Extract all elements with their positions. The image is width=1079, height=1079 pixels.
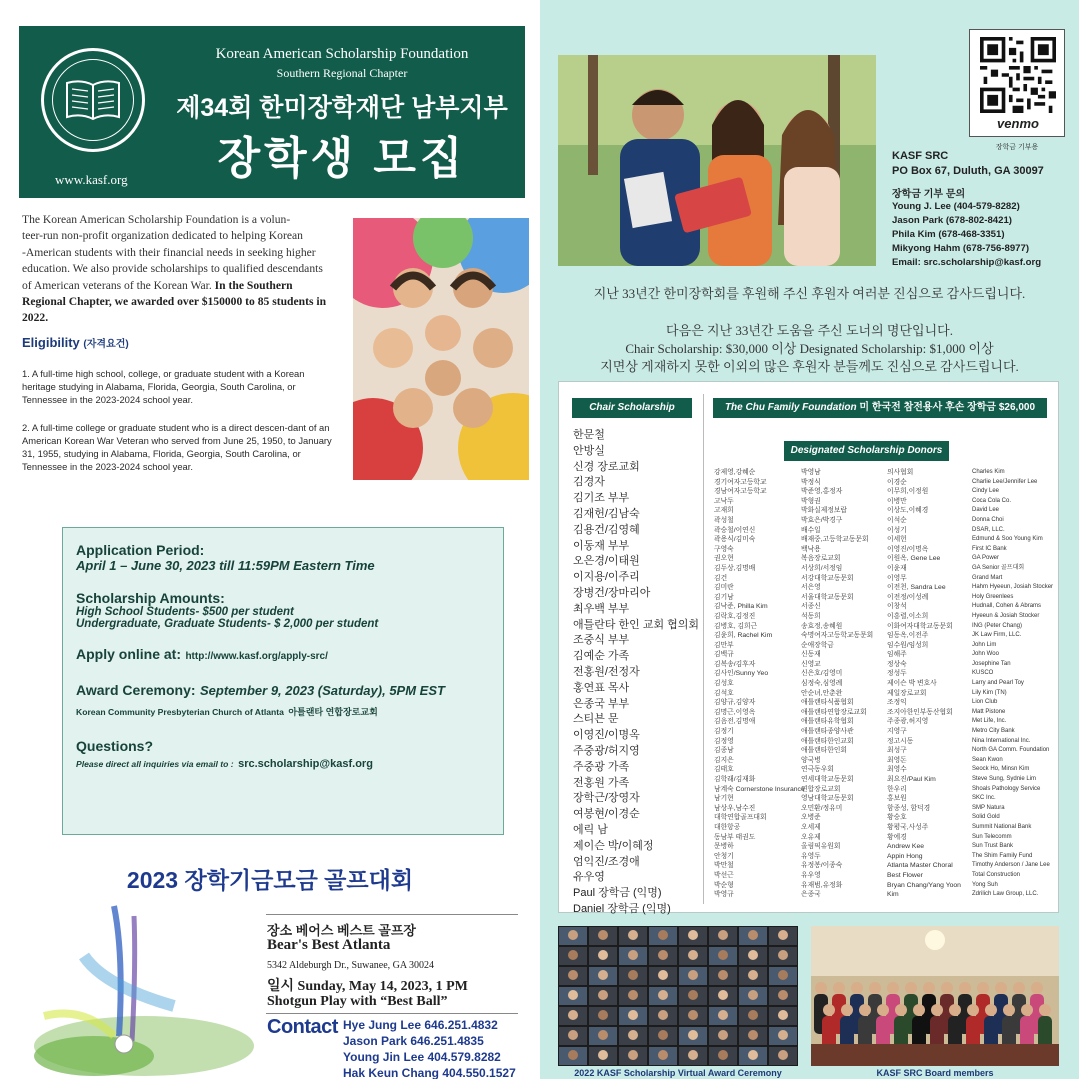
donor-name: 동남부 태권도 <box>714 833 756 841</box>
donor-name: 함종성, 함덕경 <box>887 804 931 812</box>
board-photo-caption: KASF SRC Board members <box>876 1068 994 1078</box>
ceremony-line: Award Ceremony: September 9, 2023 (Saturday), 5PM EST <box>76 682 445 698</box>
designated-donor-column <box>887 468 961 900</box>
donor-name: 주중광 가족 <box>573 760 630 773</box>
donor-name: 김건 <box>714 574 728 582</box>
donor-name: 이윤재 <box>887 564 907 572</box>
donor-name: 김기남 <box>714 593 734 601</box>
donor-name: 신동재 <box>801 651 821 659</box>
venmo-logo: venmo <box>997 116 1039 131</box>
donor-name: Donna Choi <box>972 516 1004 523</box>
donor-name: 조정익 <box>887 699 907 707</box>
donor-name: 애틀랜타종양사관 <box>801 728 854 736</box>
donor-name: 김양규,김양자 <box>714 699 756 707</box>
donor-name: Appin Hong <box>887 852 923 860</box>
donor-name: 최영수 <box>887 766 907 774</box>
donor-name: 황에경 <box>887 833 907 841</box>
donor-name: 이전천, Sandra Lee <box>887 584 946 592</box>
donor-name: 애틀랜타한인교회 <box>801 737 854 745</box>
donor-name: David Lee <box>972 507 1000 514</box>
donor-name: 이성기 <box>887 526 907 534</box>
donor-name: 제이슨 박 변호사 <box>887 680 937 688</box>
book-icon <box>63 77 123 123</box>
donor-name: 박화실제정보랍 <box>801 507 847 515</box>
amounts-label: Scholarship Amounts: <box>76 590 225 606</box>
donor-name: 남계숙 Cornerstone Insurance <box>714 785 805 793</box>
donor-name: 주종광,허지영 <box>887 718 929 726</box>
donor-name: 애틀란타 한인 교회 협의회 <box>573 618 700 631</box>
donor-name: 곽성철 <box>714 516 734 524</box>
questions-line: Please direct all inquiries via email to : src.scholarship@kasf.org <box>76 758 373 770</box>
donor-name: Matt Pistone <box>972 708 1006 715</box>
donor-name: 에릭 남 <box>573 823 608 836</box>
golf-contact: Young Jin Lee 404.579.8282 <box>343 1050 501 1064</box>
donor-name: 대한항공 <box>714 823 741 831</box>
donor-name: Larry and Pearl Toy <box>972 680 1024 687</box>
venmo-qr-box[interactable] <box>969 29 1065 137</box>
donor-name: 이병만 <box>887 497 907 505</box>
donor-name: 정고시동 <box>887 737 914 745</box>
donor-name: 구영숙 <box>714 545 734 553</box>
donor-name: 제이슨 박/이혜정 <box>573 839 654 852</box>
donor-name: 최영돈 <box>887 756 907 764</box>
donor-name: 권오현 <box>714 555 734 563</box>
donor-name: 박준영,홍정자 <box>801 488 843 496</box>
donor-name: 임수원/임성희 <box>887 641 929 649</box>
donor-list-panel <box>558 381 1059 913</box>
donor-name: Kim <box>887 891 899 899</box>
donor-name: 김지은 <box>714 756 734 764</box>
donor-name: 박순형 <box>714 881 734 889</box>
donor-name: 김예순 가족 <box>573 650 630 663</box>
donor-name: 이흥렬,이소희 <box>887 612 929 620</box>
donor-name: 김음전,김명애 <box>714 718 756 726</box>
donor-name: 엄익진/조경애 <box>573 855 640 868</box>
donor-name: 한우리 <box>887 785 907 793</box>
donor-name: 정성두 <box>887 670 907 678</box>
donor-name: 김낙준, Philla Kim <box>714 603 768 611</box>
donor-name: 스티븐 문 <box>573 713 619 726</box>
org-name: Korean American Scholarship Foundation <box>215 46 469 62</box>
donor-name: KUSCO <box>972 670 994 677</box>
eligibility-item: 1. A full-time high school, college, or graduate student with a Korean heritage studying in Alabama, Florida, Georgia, South Carolina, or Tennessee in the 2023-2024 school year. <box>22 368 305 405</box>
donor-name: 오유제 <box>801 833 821 841</box>
donor-name: The Shim Family Fund <box>972 852 1033 859</box>
donor-name: 박영규 <box>714 891 734 899</box>
donor-name: GA Power <box>972 555 1000 562</box>
donation-inquiry-title: 장학금 기부 문의 <box>892 189 966 200</box>
donor-name: 홍보원 <box>887 795 907 803</box>
recruit-subtitle: 제34회 한미장학재단 남부지부 <box>176 94 508 122</box>
donor-name: 임해주 <box>887 651 907 659</box>
donor-name: 장학근/장영자 <box>573 792 640 805</box>
donor-name: 이화여자대학교동문회 <box>887 622 953 630</box>
donor-name: Charles Kim <box>972 469 1005 475</box>
donor-name: Charlie Lee/Jennifer Lee <box>972 478 1038 485</box>
donor-name: 김기조 부부 <box>573 492 630 505</box>
donor-name: 김용건/김영혜 <box>573 523 640 536</box>
donor-name: 고재희 <box>714 507 734 515</box>
donor-name: 이지용/이주리 <box>573 571 640 584</box>
donor-name: 남기현 <box>714 795 734 803</box>
donor-name: 백낙용 <box>801 545 821 553</box>
donor-name: 영남대학교동문회 <box>801 795 854 803</box>
ceremony-photo-caption: 2022 KASF Scholarship Virtual Award Ceremony <box>574 1068 782 1078</box>
donor-name: 박영남 <box>801 469 821 476</box>
donor-name: 신은호/김영미 <box>801 670 843 678</box>
donation-contact: Mikyong Hahm (678-756-8977) <box>892 243 1030 254</box>
donor-name: 김미란 <box>714 584 734 592</box>
amount-grad: Undergraduate, Graduate Students- $ 2,000 per student <box>76 618 379 630</box>
donor-name: 박만철 <box>714 862 734 870</box>
donor-name: 최요진/Paul Kim <box>887 776 936 783</box>
students-circle-photo <box>353 218 529 480</box>
donor-name: 이무희,이정원 <box>887 488 929 496</box>
donor-name: 김락호,김정진 <box>714 612 756 620</box>
donor-name: 김사인/Sunny Yeo <box>714 670 769 678</box>
donor-name: 서상희/서정임 <box>801 564 843 572</box>
donor-name: 경기여자고등학교 <box>714 478 767 486</box>
donor-name: Josephine Tan <box>972 660 1011 667</box>
donor-name: 연합장로교회 <box>801 785 841 793</box>
donor-name: SMP Natura <box>972 804 1005 811</box>
donor-name: 장병건/장마리아 <box>573 586 651 599</box>
donor-name: Daniel 장학금 (익명) <box>573 902 671 915</box>
donor-name: 경남여자고등학교 <box>714 488 767 496</box>
mail-address: PO Box 67, Duluth, GA 30097 <box>892 165 1044 177</box>
donor-name: Atlanta Master Choral <box>887 862 953 870</box>
thanks-line: Chair Scholarship: $30,000 이상 Designated Scholarship: $1,000 이상 <box>625 341 994 356</box>
donor-name: Solid Gold <box>972 814 1000 821</box>
period-label: Application Period: <box>76 542 205 558</box>
golf-venue-kr: 장소 베어스 베스트 골프장 <box>267 923 416 938</box>
donor-name: 이원옥, Gene Lee <box>887 555 941 563</box>
virtual-ceremony-photo <box>558 926 798 1066</box>
donor-name: Metro City Bank <box>972 728 1015 735</box>
donor-name: Lion Club <box>972 699 998 706</box>
donor-name: 유영두 <box>801 852 821 860</box>
donor-name: 최성구 <box>887 747 907 755</box>
donor-name: 안방실 <box>573 444 605 457</box>
donor-name: 한문철 <box>573 429 605 441</box>
donor-name: 서은영 <box>801 584 821 592</box>
golf-format: Shotgun Play with “Best Ball” <box>267 994 448 1009</box>
donor-name: 제일장로교회 <box>887 689 927 697</box>
donor-name: Timothy Anderson / Jane Lee <box>972 862 1050 869</box>
donor-name: Paul 장학금 (익명) <box>573 887 662 900</box>
donor-name: DSAR, LLC. <box>972 526 1005 533</box>
donor-name: 김학래/김재화 <box>714 776 756 783</box>
golf-illustration <box>24 896 254 1079</box>
golf-date: 일시 Sunday, May 14, 2023, 1 PM <box>267 979 468 994</box>
donor-name: 이경순 <box>887 478 907 486</box>
donor-name: Edmund & Soo Young Kim <box>972 536 1043 543</box>
donor-name: 순애장학금 <box>801 641 834 649</box>
donor-name: Best Flower <box>887 871 923 879</box>
donor-name: 안청기 <box>714 852 734 860</box>
donor-name: 이상도,이혜경 <box>887 507 929 515</box>
donor-name: SKC Inc. <box>972 795 996 802</box>
donor-name: 심정숙,심영례 <box>801 680 843 688</box>
donor-name: 이석순 <box>887 516 907 524</box>
donor-name: 황평국,사성주 <box>887 823 929 831</box>
donor-name: 김두상,김명배 <box>714 564 756 572</box>
golf-contact: Hak Keun Chang 404.550.1527 <box>343 1066 516 1079</box>
students-studying-photo <box>558 55 876 266</box>
donor-name: 김정영 <box>714 737 734 745</box>
donor-name: 김경자 <box>573 476 605 489</box>
donor-name: Hahm Hyeeun, Josiah Stocker <box>972 584 1054 591</box>
donor-name: Zdrilich Law Group, LLC. <box>972 891 1039 898</box>
contact-label: Contact <box>267 1016 338 1038</box>
donor-name: 은종국 <box>801 891 821 899</box>
donor-name: Nina International Inc. <box>972 737 1031 744</box>
donor-name: 안순녀,안춘완 <box>801 689 843 697</box>
donor-name: 조지아한인부동산협회 <box>887 708 953 716</box>
apply-line: Apply online at: http://www.kasf.org/apply-src/ <box>76 646 328 662</box>
donor-name: 연극동우회 <box>801 766 834 774</box>
thanks-line: 지난 33년간 한미장학회를 후원해 주신 후원자 여러분 진심으로 감사드립니다. <box>593 286 1026 301</box>
donor-name: 남상우,남수진 <box>714 804 756 812</box>
donor-name: 애틀랜타식품협회 <box>801 699 854 707</box>
donor-name: 정상숙 <box>887 660 907 668</box>
golf-contact: Jason Park 646.251.4835 <box>343 1034 484 1048</box>
donor-name: Seock Ho, Minsn Kim <box>972 766 1030 773</box>
donor-name: 임동옥,이전주 <box>887 632 929 640</box>
donor-name: 김정기 <box>714 728 734 736</box>
donor-name: 박정식 <box>801 478 821 486</box>
donor-name: 유재범,유정화 <box>801 881 843 889</box>
donor-name: 이창석 <box>887 603 907 611</box>
donor-name: 송효정,송혜원 <box>801 622 843 630</box>
donor-name: John Woo <box>972 651 999 658</box>
donor-name: Bryan Chang/Yang Yoon <box>887 881 961 889</box>
donor-name: 이동재 부부 <box>573 539 630 552</box>
donor-name: 숙명여자고등학교동문회 <box>801 632 874 640</box>
donor-name: Hudnall, Cohen & Abrams <box>972 603 1042 610</box>
donor-name: 조중식 부부 <box>573 634 630 647</box>
donor-name: Hyeeun & Josiah Stocker <box>972 612 1040 619</box>
donation-contact: Young J. Lee (404-579-8282) <box>892 201 1020 212</box>
golf-tournament-title: 2023 장학기금모금 골프대회 <box>126 867 414 893</box>
donor-name: Sun Trust Bank <box>972 843 1014 850</box>
donor-name: 석동희 <box>801 612 821 620</box>
donor-name: 유우영 <box>801 871 821 879</box>
website-url[interactable]: www.kasf.org <box>55 172 128 187</box>
donor-name: Coca Cola Co. <box>972 497 1012 504</box>
designated-donor-column <box>972 468 1053 900</box>
donor-name: Yong Suh <box>972 881 998 888</box>
donor-name: 복음장로교회 <box>801 555 841 563</box>
donor-name: 애틀랜타유학협회 <box>801 718 854 726</box>
designated-donor-column <box>801 468 873 900</box>
donor-name: Andrew Kee <box>887 843 925 851</box>
chapter-name: Southern Regional Chapter <box>276 66 408 80</box>
recruit-title: 장학생 모집 <box>217 134 467 183</box>
donor-name: 이세헌 <box>887 536 907 544</box>
application-info-box <box>62 527 504 835</box>
donor-name: 이영진/이명옥 <box>887 545 929 553</box>
donor-name: 박선근 <box>714 871 734 879</box>
donor-name: First IC Bank <box>972 545 1007 552</box>
golf-venue-en: Bear's Best Atlanta <box>267 937 391 953</box>
thanks-line: 다음은 지난 33년간 도움을 주신 도너의 명단입니다. <box>666 323 953 338</box>
designated-donors-heading: Designated Scholarship Donors <box>784 441 949 461</box>
donor-name: 은종국 부부 <box>573 697 630 710</box>
donor-name: 김만부 <box>714 641 734 649</box>
donor-name: 배수일 <box>801 526 821 534</box>
donation-contact: Phila Kim (678-468-3351) <box>892 229 1005 240</box>
donor-name: 지영구 <box>887 728 907 736</box>
donor-name: 연세대학교동문회 <box>801 776 854 783</box>
donor-name: 고낙두 <box>714 497 734 505</box>
donor-name: 신영교 <box>801 660 821 668</box>
donor-name: 주중광/허지영 <box>573 744 640 757</box>
donor-name: 오은경/이태원 <box>573 555 640 568</box>
designated-donor-column <box>714 468 805 900</box>
donor-name: 김복송/김후자 <box>714 660 756 668</box>
donor-name: 서강대학교동문회 <box>801 574 854 582</box>
donor-name: 김백규 <box>714 651 734 659</box>
golf-address: 5342 Aldeburgh Dr., Suwanee, GA 30024 <box>267 960 435 971</box>
board-members-photo <box>811 926 1059 1066</box>
donor-name: Total Construction <box>972 871 1021 878</box>
donor-name: 김재헌/김남숙 <box>573 507 640 520</box>
donor-name: Shoals Pathology Service <box>972 785 1041 792</box>
donor-name: 유정봉/이종숙 <box>801 862 843 870</box>
donor-name: 박형권 <box>801 497 821 505</box>
donor-name: Sun Telecomm <box>972 833 1012 840</box>
donor-name: 전홍원 가족 <box>573 776 630 789</box>
donor-name: 김명근,이영옥 <box>714 708 756 716</box>
donor-name: Lily Kim (TN) <box>972 689 1007 696</box>
donor-name: 이영무 <box>887 574 907 582</box>
thanks-line: 지면상 게재하지 못한 이외의 많은 후원자 분들께도 진심으로 감사드립니다. <box>600 359 1019 374</box>
donor-name: GA Senior 골프대회 <box>972 564 1025 571</box>
golf-contact: Hye Jung Lee 646.251.4832 <box>343 1018 498 1032</box>
donor-name: 이영진/이명옥 <box>573 729 640 742</box>
donor-name: ING (Peter Chang) <box>972 622 1023 629</box>
donor-name: North GA Comm. Foundation <box>972 747 1050 754</box>
donor-name: 김성호 <box>714 680 734 688</box>
donor-name: 전홍원/전정자 <box>573 665 640 678</box>
chair-donors-heading: Chair Scholarship Donors <box>572 398 692 418</box>
donor-name: 오민환/정유미 <box>801 804 843 812</box>
donor-name: 곽승철/이연신 <box>714 526 756 534</box>
donor-name: 황승호 <box>887 814 907 822</box>
donor-name: Summit National Bank <box>972 823 1032 830</box>
donor-name: Holy Greenlees <box>972 593 1014 600</box>
donor-name: 대학연합골프대회 <box>714 814 767 822</box>
qr-code-icon[interactable] <box>980 37 1056 113</box>
donor-name: Cindy Lee <box>972 488 1000 495</box>
donor-name: 김석호 <box>714 689 734 697</box>
donor-name: 문병하 <box>714 843 734 851</box>
intro-paragraph: The Korean American Scholarship Foundation is a volun- teer-run non-profit organization dedicated to helping Korean -American students with their financial needs in seeking higher education. We also provide scholarships to qualified descendants of American veterans of the Korean War. In the Southern Regional Chapter, we awarded over $150000 to 85 students in 2022. <box>22 213 327 325</box>
period-value: April 1 – June 30, 2023 till 11:59PM Eastern Time <box>76 558 375 573</box>
donor-name: JK Law Firm, LLC. <box>972 632 1022 639</box>
donor-name: 애틀랜타한인회 <box>801 747 847 755</box>
donor-name: 유우영 <box>573 871 605 884</box>
donor-name: 배재중,고등학교동문회 <box>801 536 869 544</box>
donor-name: 김병호, 김희근 <box>714 622 758 630</box>
donor-name: 오세제 <box>801 823 821 831</box>
qr-caption: 장학금 기부용 <box>995 144 1039 151</box>
donation-email[interactable]: Email: src.scholarship@kasf.org <box>892 257 1042 268</box>
right-column <box>540 0 1079 1079</box>
donor-name: 신경 장로교회 <box>573 460 640 473</box>
donor-name: Steve Sung, Sydnie Lim <box>972 776 1037 782</box>
donor-name: 이전정/이성례 <box>887 593 929 601</box>
mail-address-org: KASF SRC <box>892 150 949 162</box>
chu-family-heading: The Chu Family Foundation 미 한국전 참전용사 후손 장학금 $26,000 <box>713 398 1047 418</box>
questions-email[interactable]: src.scholarship@kasf.org <box>238 758 373 770</box>
donor-name: 양국병 <box>801 756 821 764</box>
donor-name: John Lim <box>972 641 997 648</box>
donor-name: 곽용식/김미숙 <box>714 536 756 544</box>
donor-name: Met Life, Inc. <box>972 718 1007 725</box>
donor-name: 강제영,강혜순 <box>714 469 756 476</box>
questions-label: Questions? <box>76 738 154 754</box>
donor-name: 의사협회 <box>887 469 914 476</box>
donor-name: 오병준 <box>801 814 821 822</box>
header-banner <box>19 26 525 198</box>
eligibility-item: 2. A full-time college or graduate student who is a direct descen-dant of an American Korean War Veteran who served from June 25, 1950, to January 31, 1955, studying in Alabama, Florida, Georgia, South Carolina, or Tennessee in the 2023-2024 school year. <box>22 422 332 472</box>
amount-high: High School Students- $500 per student <box>76 606 294 618</box>
donor-name: Sean Kwon <box>972 756 1003 763</box>
donor-name: 서종신 <box>801 603 821 611</box>
donor-name: Grand Mart <box>972 574 1003 581</box>
donor-name: 최우백 부부 <box>573 602 630 615</box>
donor-name: 김종남 <box>714 747 734 755</box>
donor-name: 올림픽유원회 <box>801 843 841 851</box>
chair-donor-list <box>573 428 699 918</box>
donor-name: 여봉현/이경순 <box>573 808 640 821</box>
donor-name: 박효은/박경구 <box>801 516 843 524</box>
donor-name: 김태호 <box>714 766 734 774</box>
donor-name: 서울대학교동문회 <box>801 593 854 601</box>
apply-link[interactable]: http://www.kasf.org/apply-src/ <box>185 651 328 662</box>
eligibility-heading: Eligibility (자격요건) <box>22 335 129 350</box>
foundation-seal <box>41 48 145 152</box>
donor-name: 김윤희, Rachel Kim <box>714 632 773 640</box>
donor-name: 애틀랜타연합장로교회 <box>801 708 867 716</box>
donor-name: 홍연표 목사 <box>573 681 630 694</box>
ceremony-place: Korean Community Presbyterian Church of Atlanta 아틀랜타 연합장로교회 <box>76 707 378 717</box>
donation-contact: Jason Park (678-802-8421) <box>892 215 1012 226</box>
